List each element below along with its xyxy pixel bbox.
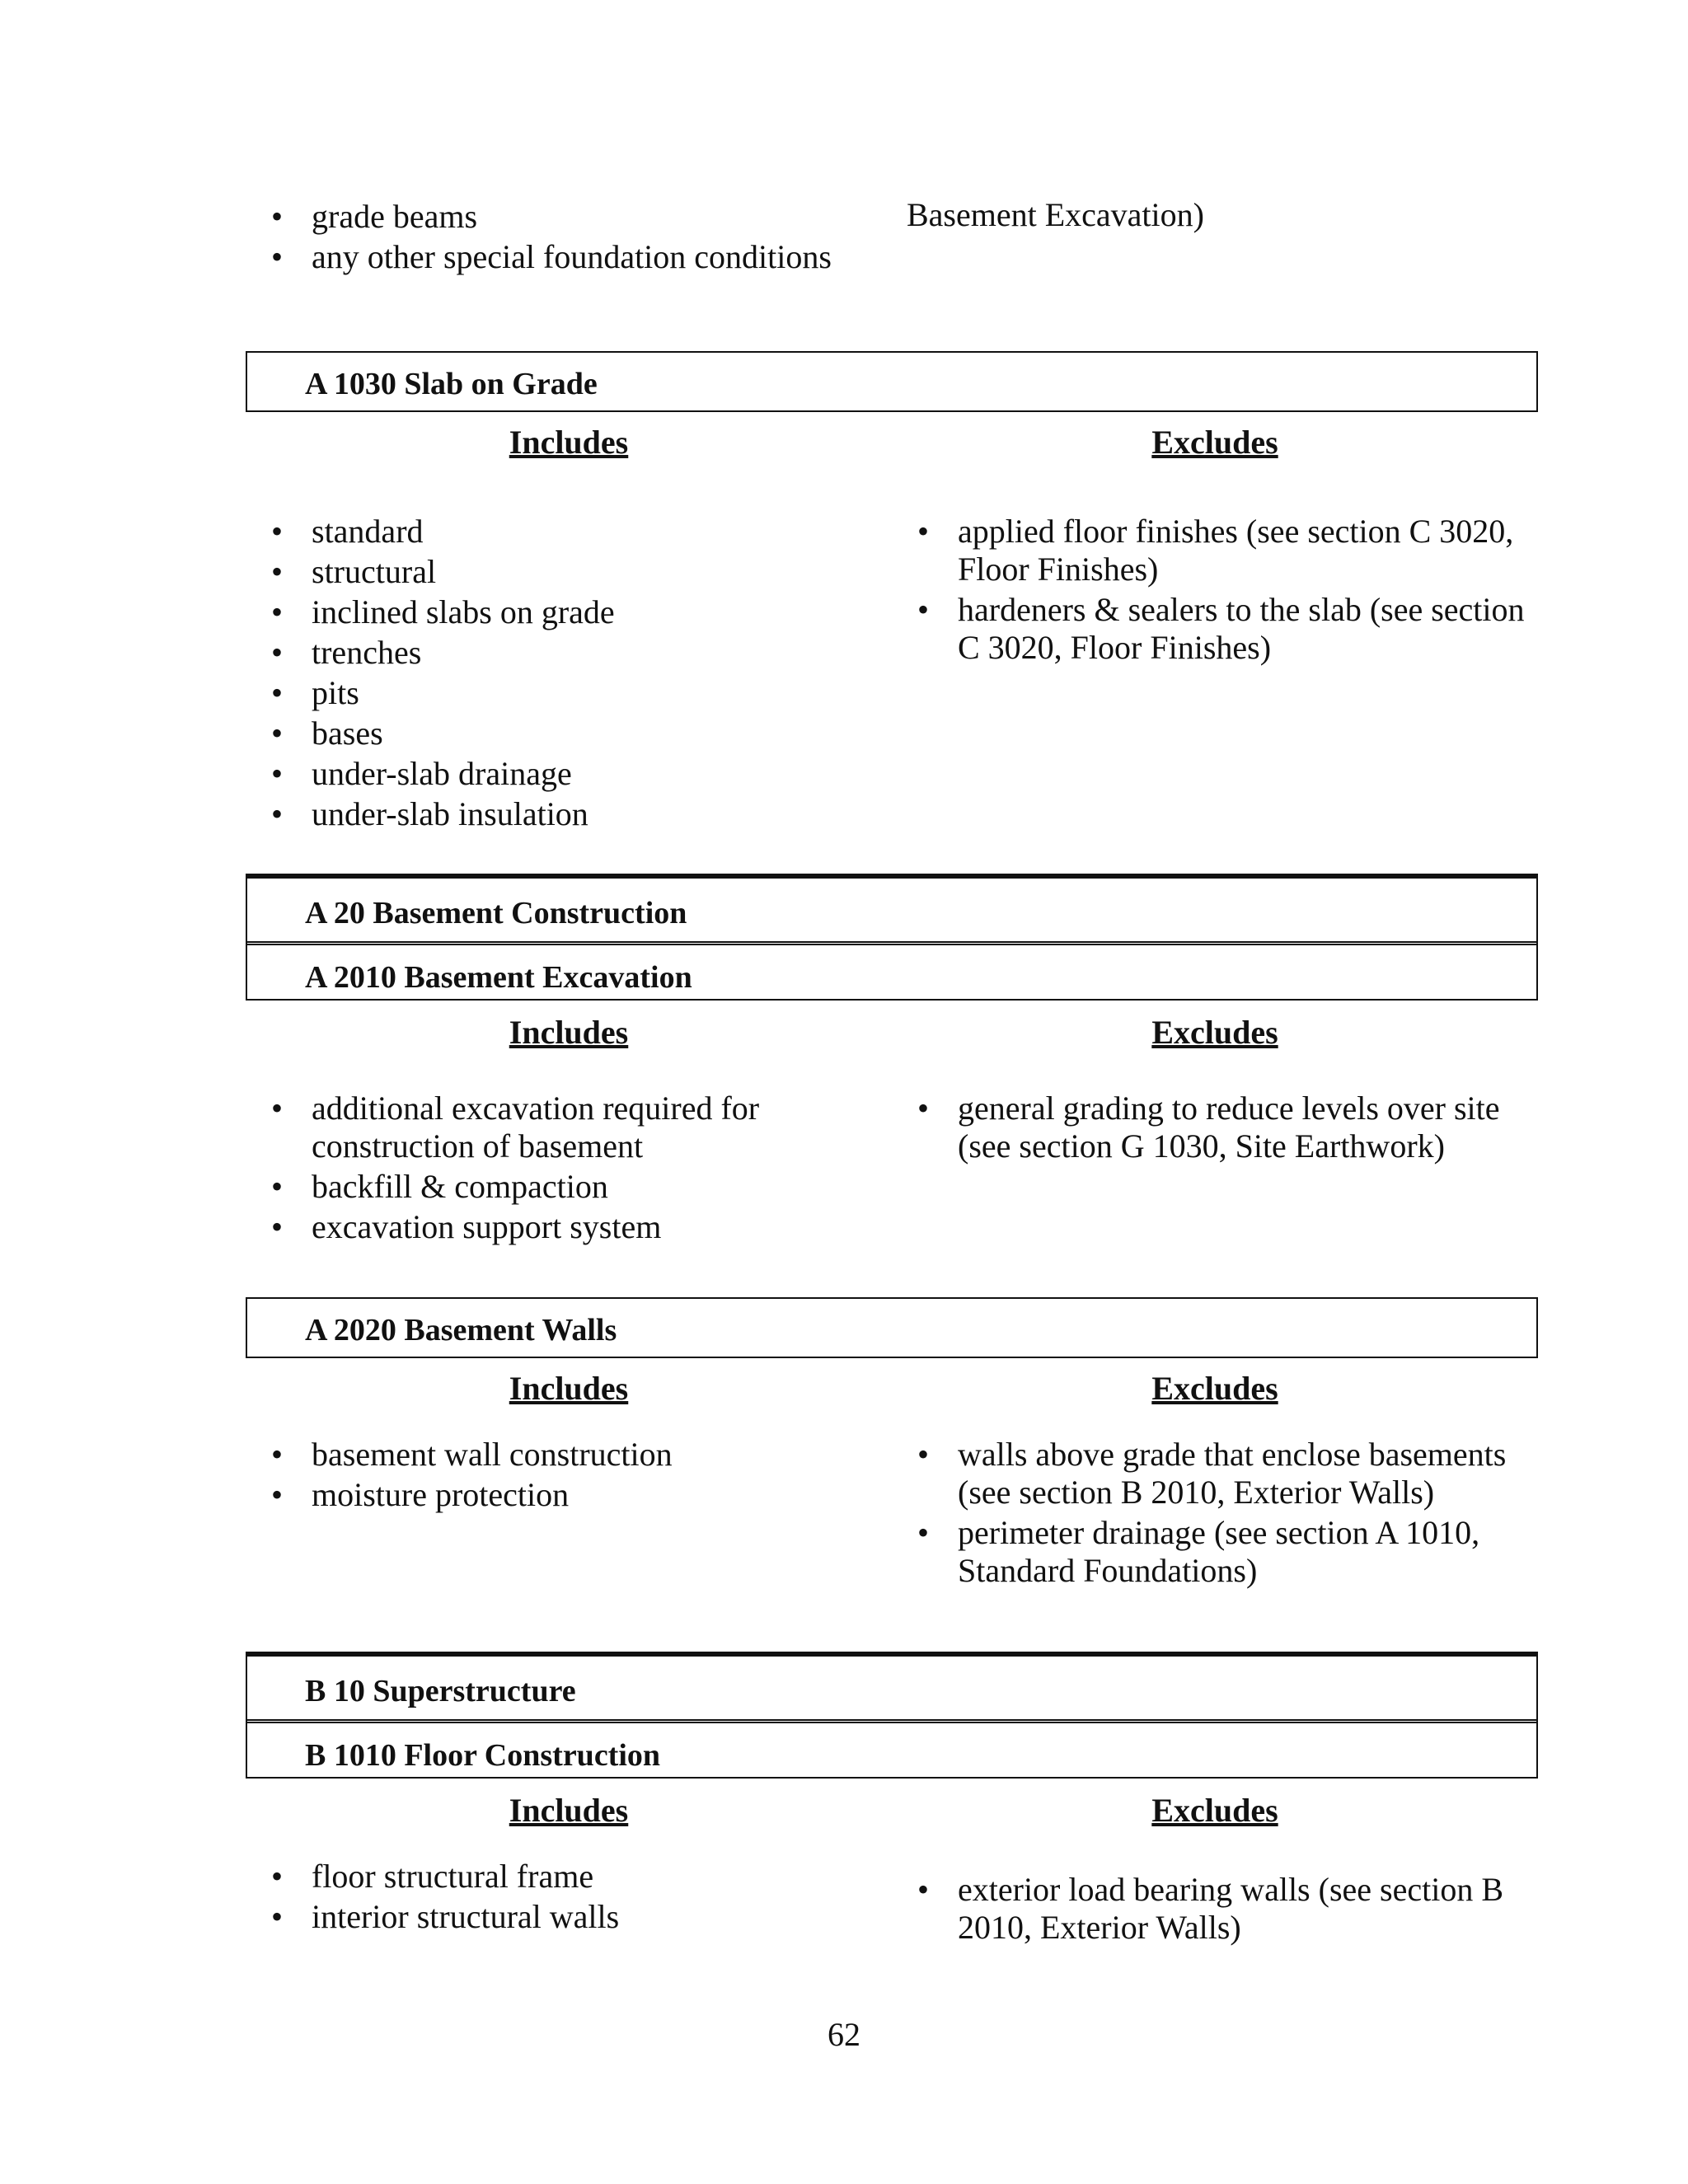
list-item	[907, 1436, 1541, 1511]
includes-heading: Includes	[509, 1014, 629, 1051]
section-header-a1030	[246, 351, 1538, 412]
list-item-text: under-slab drainage	[312, 755, 572, 792]
list-item-text: inclined slabs on grade	[312, 593, 615, 630]
list-item-text: any other special foundation conditions	[312, 238, 832, 275]
list-item	[260, 715, 862, 752]
list-item	[260, 553, 862, 591]
list-item	[907, 513, 1541, 588]
bullet-icon: •	[917, 513, 929, 550]
bullet-icon: •	[270, 755, 283, 792]
list-item	[260, 1168, 862, 1206]
bullet-icon: •	[270, 1476, 283, 1513]
section-title: B 1010 Floor Construction	[305, 1738, 661, 1773]
a2010-includes-list	[260, 1090, 862, 1249]
list-item	[260, 198, 862, 236]
list-item	[260, 513, 862, 551]
list-item-text: backfill & compaction	[312, 1168, 608, 1205]
list-item-text: general grading to reduce levels over site (see section G 1030, Site Earthwork)	[958, 1090, 1500, 1165]
list-item-text: under-slab insulation	[312, 795, 588, 832]
bullet-icon: •	[270, 1898, 283, 1935]
list-item-text: pits	[312, 674, 359, 711]
header-divider	[247, 1719, 1536, 1723]
excludes-heading: Excludes	[1151, 1370, 1278, 1407]
bullet-icon: •	[270, 513, 283, 550]
list-item	[260, 755, 862, 793]
section-title: A 1030 Slab on Grade	[305, 367, 598, 401]
top-includes-list	[260, 198, 862, 279]
list-item	[907, 1514, 1541, 1590]
b1010-excludes-list	[907, 1871, 1541, 1949]
list-item-text: moisture protection	[312, 1476, 570, 1513]
bullet-icon: •	[270, 715, 283, 752]
section-title: A 2010 Basement Excavation	[305, 960, 692, 995]
a2010-excludes-list	[907, 1090, 1541, 1168]
bullet-list	[260, 1436, 862, 1514]
a2020-includes-list	[260, 1436, 862, 1516]
bullet-list	[907, 1090, 1541, 1165]
bullet-list	[907, 1871, 1541, 1947]
top-excludes-continuation	[907, 196, 1541, 234]
list-item	[260, 1898, 862, 1936]
list-item-text: structural	[312, 553, 437, 590]
includes-heading: Includes	[509, 424, 629, 461]
bullet-icon: •	[270, 674, 283, 711]
list-item	[907, 591, 1541, 667]
list-item-text: hardeners & sealers to the slab (see section C 3020, Floor Finishes)	[958, 591, 1525, 666]
excludes-continuation-text: Basement Excavation)	[907, 196, 1204, 233]
list-item-text: floor structural frame	[312, 1858, 594, 1895]
section-title: A 2020 Basement Walls	[305, 1313, 617, 1347]
bullet-icon: •	[917, 1436, 929, 1473]
b1010-includes-list	[260, 1858, 862, 1938]
list-item	[260, 795, 862, 833]
list-item-text: additional excavation required for construction of basement	[312, 1090, 760, 1165]
group-title: A 20 Basement Construction	[305, 896, 687, 930]
page-number: 62	[828, 2016, 860, 2053]
bullet-icon: •	[270, 553, 283, 590]
a1030-includes-list	[260, 513, 862, 836]
section-header-a20	[246, 874, 1538, 1001]
list-item	[260, 1436, 862, 1474]
list-item	[260, 1208, 862, 1246]
header-divider	[247, 941, 1536, 945]
list-item	[260, 1476, 862, 1514]
bullet-icon: •	[917, 1871, 929, 1908]
list-item-text: applied floor finishes (see section C 3020, Floor Finishes)	[958, 513, 1514, 588]
bullet-icon: •	[270, 1436, 283, 1473]
list-item	[260, 593, 862, 631]
list-item	[260, 238, 862, 276]
list-item-text: standard	[312, 513, 424, 550]
bullet-icon: •	[270, 198, 283, 235]
bullet-icon: •	[270, 1090, 283, 1127]
bullet-list	[907, 513, 1541, 667]
section-header-b10	[246, 1652, 1538, 1779]
bullet-list	[260, 1858, 862, 1936]
bullet-icon: •	[270, 1168, 283, 1205]
bullet-icon: •	[270, 1208, 283, 1245]
bullet-icon: •	[270, 634, 283, 671]
excludes-heading: Excludes	[1151, 424, 1278, 461]
list-item-text: interior structural walls	[312, 1898, 620, 1935]
list-item-text: exterior load bearing walls (see section B 2010, Exterior Walls)	[958, 1871, 1503, 1946]
bullet-icon: •	[917, 1514, 929, 1551]
list-item-text: basement wall construction	[312, 1436, 673, 1473]
bullet-icon: •	[270, 795, 283, 832]
list-item-text: bases	[312, 715, 383, 752]
list-item-text: walls above grade that enclose basements (see section B 2010, Exterior Walls)	[958, 1436, 1507, 1511]
group-title: B 10 Superstructure	[305, 1674, 576, 1708]
excludes-heading: Excludes	[1151, 1792, 1278, 1829]
list-item	[260, 674, 862, 712]
a1030-excludes-list	[907, 513, 1541, 669]
bullet-list	[907, 1436, 1541, 1590]
bullet-icon: •	[270, 238, 283, 275]
excludes-heading: Excludes	[1151, 1014, 1278, 1051]
list-item	[260, 1858, 862, 1896]
bullet-list	[260, 513, 862, 833]
bullet-list	[260, 198, 862, 276]
bullet-icon: •	[917, 1090, 929, 1127]
list-item-text: grade beams	[312, 198, 478, 235]
includes-heading: Includes	[509, 1370, 629, 1407]
list-item	[260, 634, 862, 672]
list-item-text: perimeter drainage (see section A 1010, Standard Foundations)	[958, 1514, 1480, 1589]
list-item	[907, 1090, 1541, 1165]
includes-heading: Includes	[509, 1792, 629, 1829]
bullet-icon: •	[917, 591, 929, 628]
bullet-icon: •	[270, 1858, 283, 1895]
list-item-text: trenches	[312, 634, 422, 671]
bullet-icon: •	[270, 593, 283, 630]
list-item-text: excavation support system	[312, 1208, 662, 1245]
a2020-excludes-list	[907, 1436, 1541, 1592]
list-item	[907, 1871, 1541, 1947]
bullet-list	[260, 1090, 862, 1246]
list-item	[260, 1090, 862, 1165]
section-header-a2020	[246, 1297, 1538, 1358]
